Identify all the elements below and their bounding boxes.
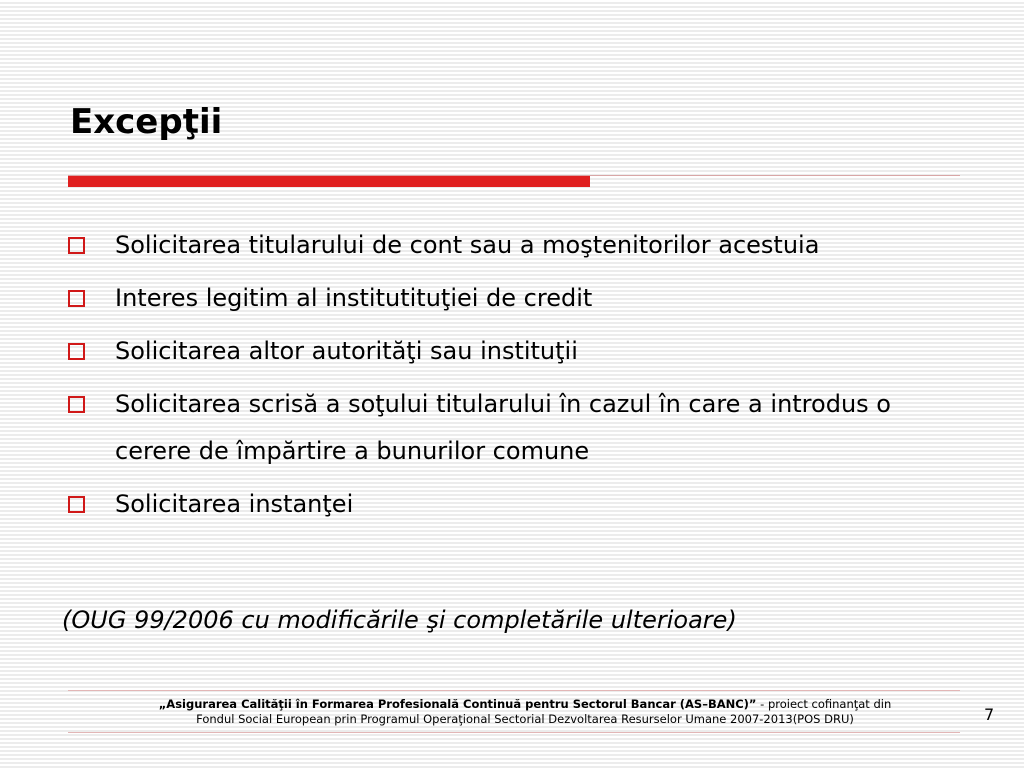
footer-divider-bottom [68, 732, 960, 733]
footer-divider-top [68, 690, 960, 691]
bullet-item [66, 275, 966, 322]
bullet-item [66, 481, 966, 528]
title-divider-accent-bar [68, 176, 590, 187]
square-bullet-icon [68, 237, 85, 254]
footer-project-cofinance: - proiect cofinanţat din [756, 697, 892, 711]
slide-title: Excepţii [70, 102, 223, 142]
bullet-item [66, 328, 966, 375]
bullet-item [66, 222, 966, 269]
bullet-item [66, 381, 966, 475]
square-bullet-icon [68, 396, 85, 413]
footer-project-info [110, 697, 940, 727]
page-number: 7 [984, 705, 995, 724]
bullet-text: Interes legitim al institutituţiei de credit [115, 284, 593, 312]
footer-project-name: „Asigurarea Calităţii în Formarea Profesională Continuă pentru Sectorul Bancar (AS–BANC)” [158, 697, 757, 711]
bullet-text: Solicitarea instanţei [115, 490, 354, 518]
square-bullet-icon [68, 290, 85, 307]
bullet-text: Solicitarea titularului de cont sau a moştenitorilor acestuia [115, 231, 820, 259]
bullet-text: Solicitarea scrisă a soţului titularului în cazul în care a introdus o cerere de împărtire a bunurilor comune [115, 390, 891, 465]
bullet-text: Solicitarea altor autorităţi sau instituţii [115, 337, 578, 365]
bullet-list [66, 222, 966, 534]
legal-reference: (OUG 99/2006 cu modificările şi completările ulterioare) [62, 606, 737, 634]
square-bullet-icon [68, 343, 85, 360]
square-bullet-icon [68, 496, 85, 513]
footer-funding-line: Fondul Social European prin Programul Operaţional Sectorial Dezvoltarea Resurselor Umane 2007-2013(POS DRU) [196, 712, 854, 726]
